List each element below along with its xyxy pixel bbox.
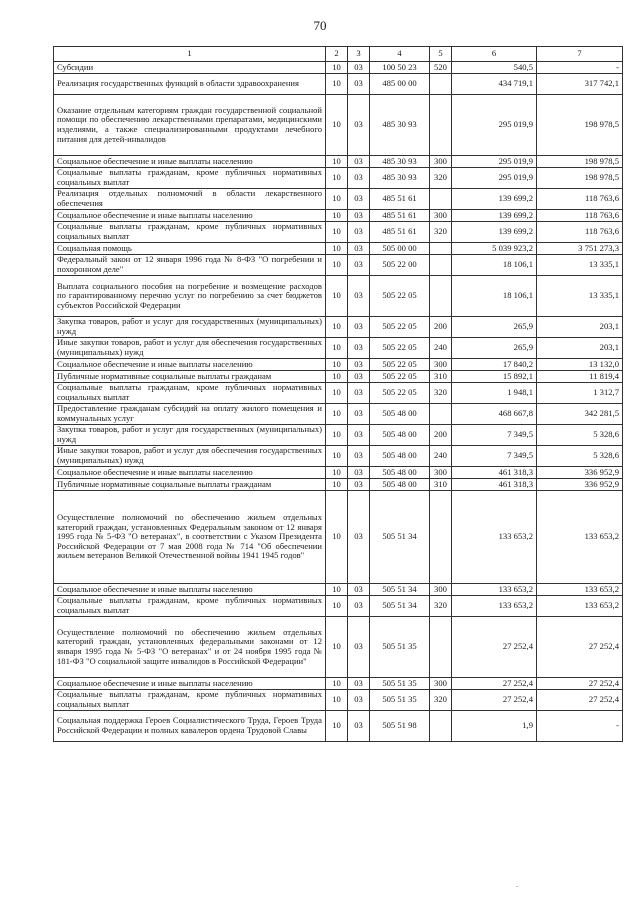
amount-planned-cell: 27 252,4 — [452, 617, 537, 678]
expense-type-code-cell: 240 — [430, 338, 452, 359]
table-row — [54, 276, 623, 317]
section-code-cell: 10 — [326, 491, 348, 584]
section-code-cell: 10 — [326, 168, 348, 189]
expense-type-code-cell: 310 — [430, 371, 452, 383]
amount-planned-cell: 461 318,3 — [452, 479, 537, 491]
amount-planned-cell: 265,9 — [452, 317, 537, 338]
expense-type-code-cell: 200 — [430, 425, 452, 446]
target-article-code-cell: 505 51 34 — [370, 584, 430, 596]
section-code-cell: 10 — [326, 243, 348, 255]
table-row — [54, 678, 623, 690]
subsection-code-cell: 03 — [348, 467, 370, 479]
expense-type-code-cell: 320 — [430, 222, 452, 243]
section-code-cell: 10 — [326, 584, 348, 596]
row-name-cell: Публичные нормативные социальные выплаты гражданам — [54, 479, 326, 491]
header-cell: 7 — [537, 47, 623, 62]
amount-planned-cell: 133 653,2 — [452, 491, 537, 584]
header-cell: 6 — [452, 47, 537, 62]
subsection-code-cell: 03 — [348, 189, 370, 210]
amount-executed-cell: 336 952,9 — [537, 479, 623, 491]
section-code-cell: 10 — [326, 74, 348, 95]
section-code-cell: 10 — [326, 276, 348, 317]
expense-type-code-cell — [430, 74, 452, 95]
amount-executed-cell: 5 328,6 — [537, 425, 623, 446]
subsection-code-cell: 03 — [348, 222, 370, 243]
section-code-cell: 10 — [326, 359, 348, 371]
expense-type-code-cell: 320 — [430, 168, 452, 189]
amount-executed-cell: 13 335,1 — [537, 276, 623, 317]
header-cell: 4 — [370, 47, 430, 62]
subsection-code-cell: 03 — [348, 678, 370, 690]
amount-executed-cell: 198 978,5 — [537, 156, 623, 168]
subsection-code-cell: 03 — [348, 404, 370, 425]
row-name-cell: Социальное обеспечение и иные выплаты населению — [54, 359, 326, 371]
amount-planned-cell: 139 699,2 — [452, 189, 537, 210]
subsection-code-cell: 03 — [348, 383, 370, 404]
header-cell: 5 — [430, 47, 452, 62]
row-name-cell: Социальное обеспечение и иные выплаты населению — [54, 467, 326, 479]
row-name-cell: Публичные нормативные социальные выплаты гражданам — [54, 371, 326, 383]
target-article-code-cell: 505 22 05 — [370, 276, 430, 317]
section-code-cell: 10 — [326, 383, 348, 404]
table-row — [54, 711, 623, 742]
amount-executed-cell: - — [537, 711, 623, 742]
subsection-code-cell: 03 — [348, 168, 370, 189]
section-code-cell: 10 — [326, 678, 348, 690]
expense-type-code-cell — [430, 404, 452, 425]
subsection-code-cell: 03 — [348, 210, 370, 222]
target-article-code-cell: 505 51 34 — [370, 596, 430, 617]
target-article-code-cell: 505 22 05 — [370, 383, 430, 404]
expense-type-code-cell: 320 — [430, 690, 452, 711]
subsection-code-cell: 03 — [348, 95, 370, 156]
subsection-code-cell: 03 — [348, 359, 370, 371]
row-name-cell: Социальное обеспечение и иные выплаты населению — [54, 210, 326, 222]
subsection-code-cell: 03 — [348, 479, 370, 491]
expense-type-code-cell: 300 — [430, 584, 452, 596]
section-code-cell: 10 — [326, 690, 348, 711]
target-article-code-cell: 505 51 35 — [370, 690, 430, 711]
target-article-code-cell: 485 30 93 — [370, 156, 430, 168]
table-row — [54, 338, 623, 359]
target-article-code-cell: 505 51 34 — [370, 491, 430, 584]
amount-executed-cell: 133 653,2 — [537, 596, 623, 617]
amount-executed-cell: 118 763,6 — [537, 189, 623, 210]
target-article-code-cell: 485 51 61 — [370, 210, 430, 222]
target-article-code-cell: 505 51 35 — [370, 617, 430, 678]
amount-planned-cell: 540,5 — [452, 62, 537, 74]
table-row — [54, 74, 623, 95]
section-code-cell: 10 — [326, 467, 348, 479]
scan-dot: . — [516, 880, 518, 889]
section-code-cell: 10 — [326, 425, 348, 446]
amount-planned-cell: 18 106,1 — [452, 255, 537, 276]
header-cell: 2 — [326, 47, 348, 62]
amount-executed-cell: 13 132,0 — [537, 359, 623, 371]
section-code-cell: 10 — [326, 479, 348, 491]
row-name-cell: Предоставление гражданам субсидий на оплату жилого помещения и коммунальных услуг — [54, 404, 326, 425]
amount-executed-cell: 133 653,2 — [537, 491, 623, 584]
row-name-cell: Закупка товаров, работ и услуг для государственных (муниципальных) нужд — [54, 425, 326, 446]
row-name-cell: Социальное обеспечение и иные выплаты населению — [54, 156, 326, 168]
target-article-code-cell: 505 22 05 — [370, 371, 430, 383]
table-row — [54, 596, 623, 617]
row-name-cell: Социальная помощь — [54, 243, 326, 255]
subsection-code-cell: 03 — [348, 255, 370, 276]
expense-type-code-cell: 300 — [430, 210, 452, 222]
row-name-cell: Иные закупки товаров, работ и услуг для обеспечения государственных (муниципальных) нужд — [54, 338, 326, 359]
table-row — [54, 189, 623, 210]
row-name-cell: Осуществление полномочий по обеспечению жильем отдельных категорий граждан, установленных Федеральным законом от 12 января 1995 года № 5-ФЗ "О ветеранах", в соответствии с Указом Президента Российской Федерации от 7 мая 2008 года № 714 "Об обеспечении жильем ветеранов Великой Отечественной войны 1941 1945 годов" — [54, 491, 326, 584]
table-row — [54, 617, 623, 678]
section-code-cell: 10 — [326, 189, 348, 210]
amount-executed-cell: 198 978,5 — [537, 95, 623, 156]
section-code-cell: 10 — [326, 617, 348, 678]
table-row — [54, 467, 623, 479]
subsection-code-cell: 03 — [348, 584, 370, 596]
header-cell: 3 — [348, 47, 370, 62]
expense-type-code-cell — [430, 617, 452, 678]
amount-executed-cell: 203,1 — [537, 317, 623, 338]
table-row — [54, 222, 623, 243]
table-header-row — [54, 47, 623, 62]
expense-type-code-cell: 320 — [430, 596, 452, 617]
row-name-cell: Социальные выплаты гражданам, кроме публичных нормативных социальных выплат — [54, 168, 326, 189]
expense-type-code-cell: 300 — [430, 156, 452, 168]
amount-executed-cell: 118 763,6 — [537, 210, 623, 222]
subsection-code-cell: 03 — [348, 62, 370, 74]
target-article-code-cell: 505 48 00 — [370, 404, 430, 425]
page-number: 70 — [313, 18, 327, 33]
expense-type-code-cell: 240 — [430, 446, 452, 467]
target-article-code-cell: 505 48 00 — [370, 446, 430, 467]
expense-type-code-cell — [430, 255, 452, 276]
table-row — [54, 95, 623, 156]
target-article-code-cell: 505 51 35 — [370, 678, 430, 690]
row-name-cell: Реализация отдельных полномочий в области лекарственного обеспечения — [54, 189, 326, 210]
header-cell: 1 — [54, 47, 326, 62]
row-name-cell: Социальные выплаты гражданам, кроме публичных нормативных социальных выплат — [54, 383, 326, 404]
target-article-code-cell: 505 22 05 — [370, 359, 430, 371]
subsection-code-cell: 03 — [348, 317, 370, 338]
subsection-code-cell: 03 — [348, 156, 370, 168]
amount-executed-cell: 27 252,4 — [537, 617, 623, 678]
section-code-cell: 10 — [326, 62, 348, 74]
row-name-cell: Выплата социального пособия на погребение и возмещение расходов по гарантированному перечню услуг по погребению за счет бюджетов субъектов Российской Федерации — [54, 276, 326, 317]
table-row — [54, 584, 623, 596]
amount-executed-cell: 118 763,6 — [537, 222, 623, 243]
expense-type-code-cell — [430, 276, 452, 317]
section-code-cell: 10 — [326, 156, 348, 168]
expense-type-code-cell: 300 — [430, 678, 452, 690]
amount-planned-cell: 1,9 — [452, 711, 537, 742]
target-article-code-cell: 505 51 98 — [370, 711, 430, 742]
amount-executed-cell: 203,1 — [537, 338, 623, 359]
amount-executed-cell: 27 252,4 — [537, 678, 623, 690]
amount-planned-cell: 133 653,2 — [452, 596, 537, 617]
subsection-code-cell: 03 — [348, 596, 370, 617]
amount-planned-cell: 27 252,4 — [452, 678, 537, 690]
expense-type-code-cell — [430, 95, 452, 156]
subsection-code-cell: 03 — [348, 276, 370, 317]
target-article-code-cell: 505 22 05 — [370, 338, 430, 359]
section-code-cell: 10 — [326, 404, 348, 425]
table-row — [54, 317, 623, 338]
row-name-cell: Социальная поддержка Героев Социалистического Труда, Героев Труда Российской Федерации и полных кавалеров ордена Трудовой Славы — [54, 711, 326, 742]
row-name-cell: Оказание отдельным категориям граждан государственной социальной помощи по обеспечению лекарственными препаратами, медицинскими изделиями, а также специализированными продуктами лечебного питания для детей-инвалидов — [54, 95, 326, 156]
row-name-cell: Социальные выплаты гражданам, кроме публичных нормативных социальных выплат — [54, 222, 326, 243]
section-code-cell: 10 — [326, 255, 348, 276]
amount-planned-cell: 461 318,3 — [452, 467, 537, 479]
amount-planned-cell: 7 349,5 — [452, 446, 537, 467]
subsection-code-cell: 03 — [348, 690, 370, 711]
amount-executed-cell: 342 281,5 — [537, 404, 623, 425]
amount-planned-cell: 265,9 — [452, 338, 537, 359]
amount-planned-cell: 295 019,9 — [452, 168, 537, 189]
amount-executed-cell: 13 335,1 — [537, 255, 623, 276]
section-code-cell: 10 — [326, 446, 348, 467]
table-row — [54, 690, 623, 711]
row-name-cell: Социальные выплаты гражданам, кроме публичных нормативных социальных выплат — [54, 690, 326, 711]
expense-type-code-cell: 320 — [430, 383, 452, 404]
row-name-cell: Субсидии — [54, 62, 326, 74]
amount-planned-cell: 7 349,5 — [452, 425, 537, 446]
row-name-cell: Иные закупки товаров, работ и услуг для обеспечения государственных (муниципальных) нужд — [54, 446, 326, 467]
expense-type-code-cell: 300 — [430, 467, 452, 479]
amount-planned-cell: 18 106,1 — [452, 276, 537, 317]
section-code-cell: 10 — [326, 711, 348, 742]
amount-planned-cell: 468 667,8 — [452, 404, 537, 425]
section-code-cell: 10 — [326, 317, 348, 338]
row-name-cell: Реализация государственных функций в области здравоохранения — [54, 74, 326, 95]
target-article-code-cell: 485 30 93 — [370, 168, 430, 189]
row-name-cell: Осуществление полномочий по обеспечению жильем отдельных категорий граждан, установленных федеральными законами от 12 января 1995 года № 5-ФЗ "О ветеранах" и от 24 ноября 1995 года № 181-ФЗ "О социальной защите инвалидов в Российской Федерации" — [54, 617, 326, 678]
budget-table — [53, 46, 623, 742]
amount-planned-cell: 15 892,1 — [452, 371, 537, 383]
amount-planned-cell: 139 699,2 — [452, 222, 537, 243]
row-name-cell: Закупка товаров, работ и услуг для государственных (муниципальных) нужд — [54, 317, 326, 338]
row-name-cell: Федеральный закон от 12 января 1996 года № 8-ФЗ "О погребении и похоронном деле" — [54, 255, 326, 276]
amount-executed-cell: 5 328,6 — [537, 446, 623, 467]
target-article-code-cell: 100 50 23 — [370, 62, 430, 74]
table-row — [54, 243, 623, 255]
table-row — [54, 425, 623, 446]
target-article-code-cell: 485 51 61 — [370, 222, 430, 243]
expense-type-code-cell: 310 — [430, 479, 452, 491]
table-row — [54, 479, 623, 491]
expense-type-code-cell: 300 — [430, 359, 452, 371]
table-row — [54, 371, 623, 383]
amount-planned-cell: 1 948,1 — [452, 383, 537, 404]
amount-planned-cell: 133 653,2 — [452, 584, 537, 596]
amount-planned-cell: 295 019,9 — [452, 156, 537, 168]
amount-executed-cell: 27 252,4 — [537, 690, 623, 711]
subsection-code-cell: 03 — [348, 617, 370, 678]
amount-executed-cell: 317 742,1 — [537, 74, 623, 95]
target-article-code-cell: 505 48 00 — [370, 425, 430, 446]
amount-executed-cell: - — [537, 62, 623, 74]
table-row — [54, 359, 623, 371]
subsection-code-cell: 03 — [348, 446, 370, 467]
target-article-code-cell: 485 30 93 — [370, 95, 430, 156]
section-code-cell: 10 — [326, 210, 348, 222]
expense-type-code-cell — [430, 243, 452, 255]
table-row — [54, 446, 623, 467]
section-code-cell: 10 — [326, 222, 348, 243]
table-row — [54, 62, 623, 74]
section-code-cell: 10 — [326, 371, 348, 383]
amount-planned-cell: 17 840,2 — [452, 359, 537, 371]
table-row — [54, 491, 623, 584]
subsection-code-cell: 03 — [348, 491, 370, 584]
amount-planned-cell: 27 252,4 — [452, 690, 537, 711]
row-name-cell: Социальное обеспечение и иные выплаты населению — [54, 678, 326, 690]
amount-planned-cell: 5 039 923,2 — [452, 243, 537, 255]
subsection-code-cell: 03 — [348, 711, 370, 742]
expense-type-code-cell — [430, 711, 452, 742]
section-code-cell: 10 — [326, 95, 348, 156]
table-row — [54, 404, 623, 425]
expense-type-code-cell: 200 — [430, 317, 452, 338]
amount-planned-cell: 434 719,1 — [452, 74, 537, 95]
subsection-code-cell: 03 — [348, 371, 370, 383]
section-code-cell: 10 — [326, 596, 348, 617]
section-code-cell: 10 — [326, 338, 348, 359]
table-row — [54, 383, 623, 404]
subsection-code-cell: 03 — [348, 425, 370, 446]
subsection-code-cell: 03 — [348, 338, 370, 359]
amount-executed-cell: 336 952,9 — [537, 467, 623, 479]
expense-type-code-cell — [430, 491, 452, 584]
amount-executed-cell: 133 653,2 — [537, 584, 623, 596]
table-row — [54, 255, 623, 276]
table-row — [54, 156, 623, 168]
amount-planned-cell: 139 699,2 — [452, 210, 537, 222]
target-article-code-cell: 505 48 00 — [370, 479, 430, 491]
target-article-code-cell: 505 00 00 — [370, 243, 430, 255]
expense-type-code-cell: 520 — [430, 62, 452, 74]
row-name-cell: Социальное обеспечение и иные выплаты населению — [54, 584, 326, 596]
table-row — [54, 210, 623, 222]
expense-type-code-cell — [430, 189, 452, 210]
target-article-code-cell: 485 51 61 — [370, 189, 430, 210]
subsection-code-cell: 03 — [348, 74, 370, 95]
amount-executed-cell: 11 819,4 — [537, 371, 623, 383]
target-article-code-cell: 505 22 05 — [370, 317, 430, 338]
target-article-code-cell: 505 22 00 — [370, 255, 430, 276]
table-row — [54, 168, 623, 189]
row-name-cell: Социальные выплаты гражданам, кроме публичных нормативных социальных выплат — [54, 596, 326, 617]
amount-executed-cell: 1 312,7 — [537, 383, 623, 404]
target-article-code-cell: 485 00 00 — [370, 74, 430, 95]
target-article-code-cell: 505 48 00 — [370, 467, 430, 479]
subsection-code-cell: 03 — [348, 243, 370, 255]
amount-planned-cell: 295 019,9 — [452, 95, 537, 156]
amount-executed-cell: 3 751 273,3 — [537, 243, 623, 255]
amount-executed-cell: 198 978,5 — [537, 168, 623, 189]
